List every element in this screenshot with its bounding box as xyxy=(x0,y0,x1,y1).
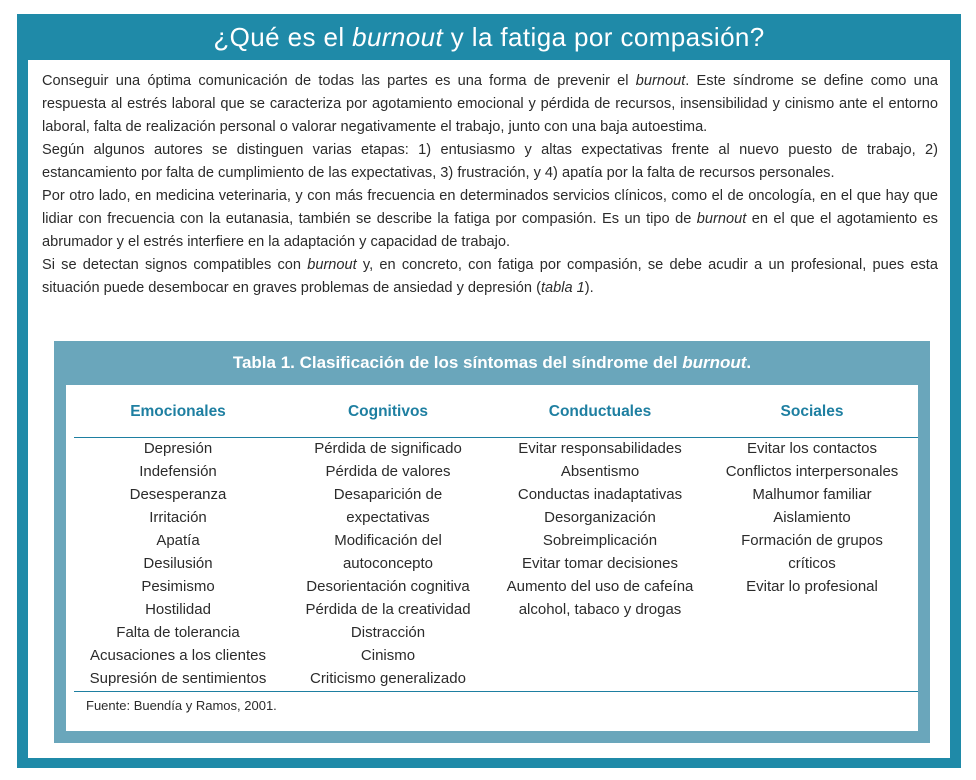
source-note: Fuente: Buendía y Ramos, 2001. xyxy=(86,698,277,713)
symptom-item: alcohol, tabaco y drogas xyxy=(518,601,682,618)
paragraph-2: Según algunos autores se distinguen varias etapas: 1) entusiasmo y altas expectativas frente al nuevo puesto de trabajo, 2) estancamiento por falta de cumplimiento de las expectativas, 3) frustración, y 4) apatía por la falta de recursos personales. xyxy=(42,142,938,181)
symptom-item: Desilusión xyxy=(143,555,213,572)
paragraph-3: Por otro lado, en medicina veterinaria, y con más frecuencia en determinados servicios clínicos, como el de oncología, en el que hay que lidiar con frecuencia con la eutanasia, también se describe la fatiga por compasión. Es un tipo de burnout en el que el agotamiento es abrumador y el estrés interfiere en la adaptación y capacidad de trabajo. xyxy=(42,188,938,250)
column-header: Cognitivos xyxy=(347,403,429,420)
paragraph-4: Si se detectan signos compatibles con burnout y, en concreto, con fatiga por compasión, se debe acudir a un profesional, pues esta situación puede desembocar en graves problemas de ansiedad y depresión (tabla 1). xyxy=(42,257,938,296)
symptom-item: Pesimismo xyxy=(141,578,215,595)
symptom-item: Aumento del uso de cafeína xyxy=(506,578,694,595)
symptom-item: Depresión xyxy=(143,440,213,457)
column-cognitivos xyxy=(282,385,494,695)
symptom-item: Desorganización xyxy=(544,509,656,526)
symptom-item: Evitar lo profesional xyxy=(746,578,878,595)
column-conductuales xyxy=(494,385,706,695)
symptom-item: Pérdida de significado xyxy=(314,440,462,457)
symptom-item: Evitar los contactos xyxy=(746,440,878,457)
table-body xyxy=(66,385,918,731)
symptom-item: Desaparición de xyxy=(333,486,443,503)
symptom-item: Conflictos interpersonales xyxy=(725,463,899,480)
column-header: Emocionales xyxy=(130,403,226,420)
symptom-item: Supresión de sentimientos xyxy=(89,670,267,687)
symptom-item: Cinismo xyxy=(360,647,416,664)
symptom-item: Desesperanza xyxy=(129,486,227,503)
symptoms-table xyxy=(54,341,930,743)
symptom-item: expectativas xyxy=(346,509,430,526)
symptom-item: Formación de grupos xyxy=(741,532,883,549)
symptom-item: Evitar responsabilidades xyxy=(518,440,682,457)
symptom-item: Absentismo xyxy=(560,463,640,480)
column-sociales xyxy=(706,385,918,695)
symptom-item: autoconcepto xyxy=(342,555,434,572)
intro-text xyxy=(42,70,938,300)
symptom-item: Evitar tomar decisiones xyxy=(522,555,678,572)
symptom-item: Acusaciones a los clientes xyxy=(90,647,266,664)
paragraph-1: Conseguir una óptima comunicación de todas las partes es una forma de prevenir el burnout. Este síndrome se define como una respuesta al estrés laboral que se caracteriza por agotamiento emocional y pérdida de recursos, insensibilidad y cinismo ante el entorno laboral, falta de realización personal o valorar negativamente el trabajo, junto con una baja autoestima. xyxy=(42,73,938,135)
table-title: Tabla 1. Clasificación de los síntomas del síndrome del burnout. xyxy=(232,353,752,372)
symptom-item: Conductas inadaptativas xyxy=(517,486,683,503)
symptom-item: Indefensión xyxy=(139,463,217,480)
symptom-item: críticos xyxy=(788,555,836,572)
symptom-item: Hostilidad xyxy=(145,601,211,618)
symptom-item: Modificación del xyxy=(334,532,442,549)
symptom-item: Criticismo generalizado xyxy=(310,670,466,687)
column-header: Sociales xyxy=(780,403,844,420)
column-emocionales xyxy=(74,385,282,695)
column-header: Conductuales xyxy=(548,403,652,420)
symptom-item: Malhumor familiar xyxy=(752,486,872,503)
symptom-item: Falta de tolerancia xyxy=(116,624,240,641)
content-panel xyxy=(28,60,950,758)
symptom-item: Desorientación cognitiva xyxy=(306,578,470,595)
symptom-item: Aislamiento xyxy=(773,509,851,526)
footer-divider xyxy=(74,691,918,692)
symptom-item: Sobreimplicación xyxy=(542,532,658,549)
symptom-item: Apatía xyxy=(156,532,200,549)
symptom-item: Irritación xyxy=(149,509,207,526)
article-box xyxy=(17,14,961,768)
symptom-item: Distracción xyxy=(350,624,426,641)
symptom-item: Pérdida de valores xyxy=(325,463,451,480)
symptom-item: Pérdida de la creatividad xyxy=(305,601,471,618)
box-title: ¿Qué es el burnout y la fatiga por compasión? xyxy=(213,22,765,52)
